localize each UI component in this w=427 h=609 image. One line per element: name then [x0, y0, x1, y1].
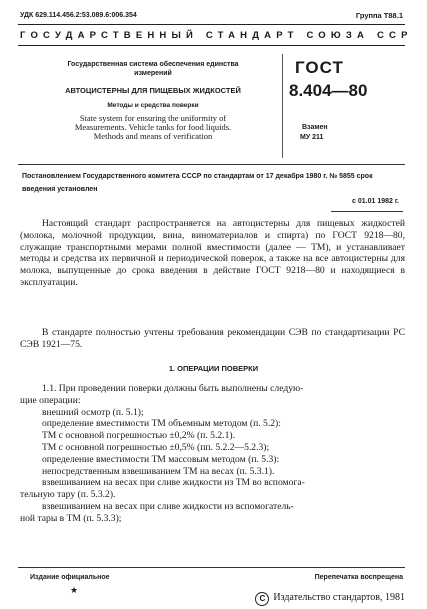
- section-heading: 1. ОПЕРАЦИИ ПОВЕРКИ: [168, 364, 259, 373]
- english-title-line: State system for ensuring the uniformity of: [79, 113, 227, 123]
- group-code: Группа Т88.1: [355, 11, 403, 20]
- operations-line: 1.1. При проведении поверки должны быть выполнены следую-: [42, 383, 304, 394]
- replaces-value: МУ 211: [300, 134, 324, 141]
- english-title-line: Measurements. Vehicle tanks for food liquids.: [74, 122, 232, 132]
- introduction-date: с 01.01 1982 г.: [352, 198, 399, 205]
- operations-line: взвешиванием на весах при сливе жидкости из вспомогатель-: [42, 500, 294, 512]
- date-underline: [331, 211, 403, 212]
- system-line: Государственная система обеспечения единства: [67, 61, 239, 68]
- system-line: измерений: [134, 70, 172, 77]
- operations-line: ТМ с основной погрешностью ±0,5% (пп. 5.2.2—5.2.3);: [42, 441, 270, 453]
- header-rule: [18, 45, 405, 46]
- operations-line: определение вместимости ТМ массовым методом (п. 5.3):: [42, 453, 280, 465]
- publisher-line: [255, 592, 405, 606]
- operations-line: ТМ с основной погрешностью ±0,2% (п. 5.2.1).: [42, 430, 235, 442]
- operations-line: взвешиванием на весах при сливе жидкости из ТМ во вспомога-: [42, 477, 305, 489]
- operations-line: определение вместимости ТМ объемным методом (п. 5.2):: [42, 418, 281, 430]
- publisher-text: Издательство стандартов, 1981: [273, 592, 405, 603]
- section-rule: [18, 164, 405, 165]
- gost-number: 8.404—80: [289, 81, 368, 100]
- operations-line: щие операции:: [20, 394, 81, 406]
- title-divider: [282, 54, 283, 158]
- document-subtitle: Методы и средства поверки: [107, 102, 199, 109]
- replaces-label: Взамен: [302, 124, 328, 131]
- edition-label: Издание официальное: [30, 574, 110, 581]
- operations-list: [20, 383, 405, 525]
- footer-rule: [18, 567, 405, 568]
- operations-line: тельную тару (п. 5.3.2).: [20, 489, 116, 501]
- operations-line: ной тары в ТМ (п. 5.3.3);: [20, 512, 122, 524]
- english-title: [28, 114, 278, 141]
- title-block: [28, 60, 278, 141]
- state-standard-banner: ГОСУДАРСТВЕННЫЙ СТАНДАРТ СОЮЗА ССР: [20, 30, 413, 41]
- star-icon: ★: [70, 585, 79, 595]
- intro-paragraph: Настоящий стандарт распространяется на автоцистерны для пищевых жидкостей (молока, молочной продукции, вина, виноматериалов и спирта) по ГОСТ 9218—80, служащие транспортными мерами полной вместимости (далее — ТМ), и устанавливает методы и средства их первичной и периодической поверок, а также на все автоцистерны для молока, выпущенные до срока введения в действие ГОСТ 9218—80 и находящиеся в эксплуатации.: [20, 218, 405, 288]
- operations-line: непосредственным взвешиванием ТМ на весах (п. 5.3.1).: [42, 465, 275, 477]
- header-rule: [18, 24, 405, 25]
- gost-label: ГОСТ: [295, 58, 344, 77]
- operations-line: внешний осмотр (п. 5.1);: [42, 406, 144, 418]
- decree-text: Постановлением Государственного комитета СССР по стандартам от 17 декабря 1980 г. № 5855 срок введения установлен: [22, 173, 373, 193]
- copyright-icon: С: [255, 592, 269, 606]
- reprint-notice: Перепечатка воспрещена: [314, 574, 403, 581]
- udk-code: УДК 629.114.456.2:53.089.6:006.354: [20, 12, 137, 19]
- english-title-line: Methods and means of verification: [93, 131, 213, 141]
- recommendation-paragraph: В стандарте полностью учтены требования рекомендации СЭВ по стандартизации РС СЭВ 1921—75.: [20, 327, 405, 350]
- document-title: АВТОЦИСТЕРНЫ ДЛЯ ПИЩЕВЫХ ЖИДКОСТЕЙ: [65, 86, 241, 95]
